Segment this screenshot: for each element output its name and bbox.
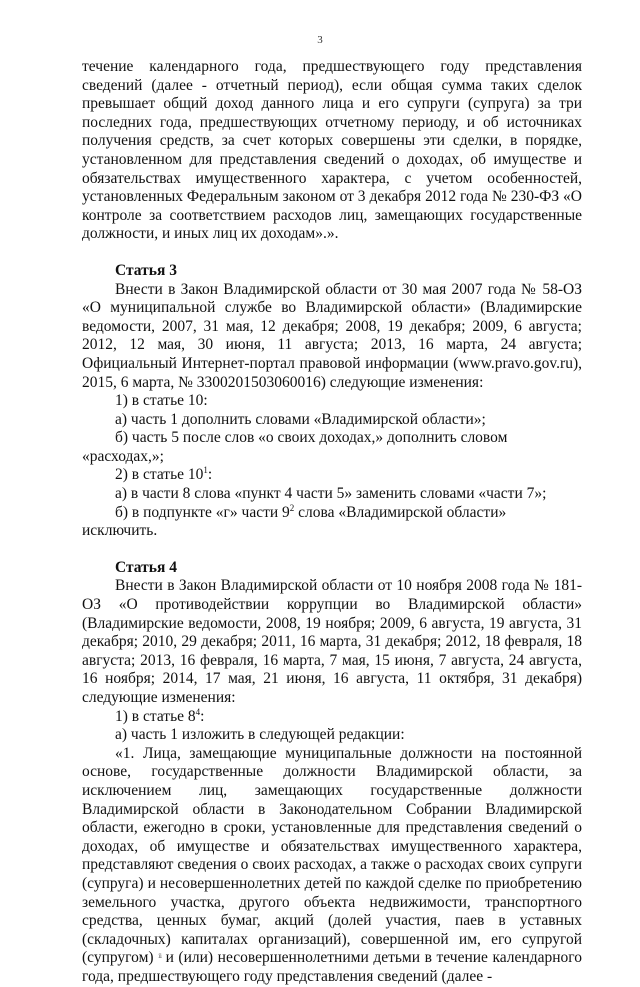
article-3-item-2 bbox=[82, 466, 582, 485]
article-3-item-1: 1) в статье 10: bbox=[115, 392, 208, 410]
article-4-quote-main: «1. Лица, замещающие муниципальные должности на постоянной основе, государственные должности Владимирской области, за исключением лиц, замещающих государственные должности Владимирской области в Законодательном Собрании Владимирской области, ежегодно в сроки, установленные для представления сведений о доходах, об имуществе и обязательствах имущественного характера, представляют сведения о своих расходах, а также о расходах своих супруги (супруга) и несовершеннолетних детей по каждой сделке по приобретению земельного участка, другого объекта недвижимости, транспортного средства, ценных бумаг, акций (долей участия, паев в уставных (складочных) капиталах организаций), совершенной им, его супругой bbox=[82, 744, 582, 948]
article-3-item-2b-sup: 2 bbox=[289, 502, 295, 513]
article-3-item-1a: а) часть 1 дополнить словами «Владимирской области»; bbox=[115, 410, 486, 428]
article-4-intro: Внести в Закон Владимирской области от 10 ноября 2008 года № 181-ОЗ «О противодействии коррупции во Владимирской области» (Владимирские ведомости, 2008, 19 ноября; 2009, 6 августа, 19 августа, 31 декабря; 2010, 29 декабря; 2011, 16 марта, 31 декабря; 2012, 18 февраля, 18 августа; 2013, 16 февраля, 16 марта, 7 мая, 15 июня, 7 августа, 24 августа, 16 ноября; 2014, 17 мая, 21 июня, 16 августа, 11 октября, 31 декабря) следующие изменения: bbox=[82, 577, 582, 706]
document-body bbox=[82, 58, 582, 987]
article-4-quote-spouse: (супругом) bbox=[82, 949, 154, 967]
article-3-item-2b-text: б) в подпункте «г» части 9 bbox=[115, 503, 290, 521]
article-3-item-2-text: 2) в статье 10 bbox=[115, 466, 204, 484]
article-3-item-2a: а) в части 8 слова «пункт 4 части 5» заменить словами «части 7»; bbox=[115, 485, 547, 503]
article-4-item-1-text: 1) в статье 8 bbox=[115, 707, 196, 725]
article-3-item-2-sup: 1 bbox=[203, 465, 208, 476]
article-4-item-1-sup: 4 bbox=[195, 706, 201, 717]
article-3-intro: Внести в Закон Владимирской области от 30 мая 2007 года № 58-ОЗ «О муниципальной службе во Владимирской области» (Владимирские ведомости, 2007, 31 мая, 12 декабря; 2008, 19 декабря; 2009, 6 августа; 2012, 12 мая, 30 июня, 11 августа; 2013, 16 марта, 24 августа; Официальный Интернет-портал правовой информации (www.pravo.gov.ru), 2015, 6 марта, № 3300201503060016) следующие изменения: bbox=[82, 280, 582, 391]
continuation-paragraph: течение календарного года, предшествующего году представления сведений (далее - отчетный период), если общая сумма таких сделок превышает общий доход данного лица и его супруги (супруга) за три последних года, предшествующих отчетному периоду, и об источниках получения средств, за счет которых совершены эти сделки, в порядке, установленном для представления сведений о доходах, об имуществе и обязательствах имущественного характера, с учетом особенностей, установленных Федеральным законом от 3 декабря 2012 года № 230-ФЗ «О контроле за соответствием расходов лиц, замещающих государственные должности, и иных лиц их доходам».». bbox=[82, 58, 582, 243]
article-3-heading: Статья 3 bbox=[115, 261, 177, 279]
article-4-heading: Статья 4 bbox=[115, 558, 177, 576]
article-4-item-1a: а) часть 1 изложить в следующей редакции: bbox=[115, 726, 405, 744]
article-4-quote-tail: и (или) несовершеннолетними детьми в течение календарного года, предшествующего году представления сведений (далее - bbox=[82, 949, 582, 985]
article-3-item-2b-rest: слова «Владимирской области» исключить. bbox=[82, 503, 507, 540]
article-3-item-1b: б) часть 5 после слов «о своих доходах,» дополнить словом «расходах,»; bbox=[82, 429, 508, 465]
article-3-item-2-colon: : bbox=[207, 466, 213, 484]
article-3-item-2b bbox=[82, 504, 582, 541]
page-number: 3 bbox=[317, 34, 323, 46]
article-4-item-1 bbox=[82, 708, 582, 727]
scan-mark: ⁱⁱ bbox=[158, 951, 161, 966]
article-4-quote bbox=[82, 745, 582, 987]
article-4-item-1-colon: : bbox=[200, 707, 205, 725]
